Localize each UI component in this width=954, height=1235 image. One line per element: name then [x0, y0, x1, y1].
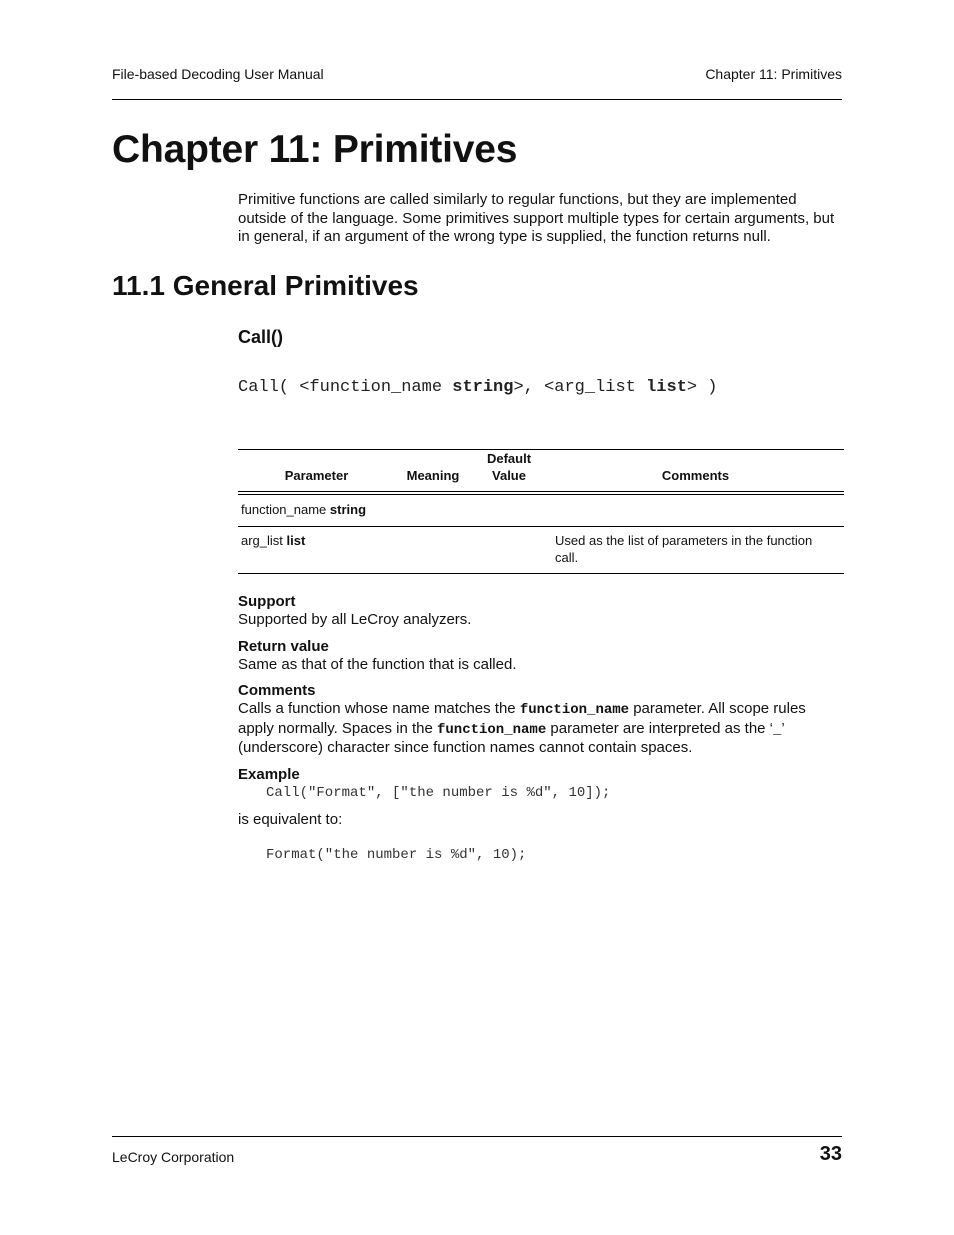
function-signature	[238, 378, 718, 397]
param-name: arg_list	[241, 533, 283, 548]
support-label: Support	[238, 593, 296, 610]
default-cell	[471, 527, 547, 574]
default-cell	[471, 493, 547, 527]
example-code-2: Format("the number is %d", 10);	[266, 847, 527, 863]
header-default-value	[471, 450, 547, 494]
page-header	[112, 66, 842, 100]
signature-part-1: Call( <function_name	[238, 378, 453, 397]
example-block	[238, 765, 844, 865]
example-equivalent-text: is equivalent to:	[238, 810, 343, 828]
inline-code-function-name: function_name	[519, 702, 630, 718]
example-code-1: Call("Format", ["the number is %d", 10]);	[266, 784, 611, 801]
header-manual-title: File-based Decoding User Manual	[112, 66, 324, 82]
function-details	[238, 592, 844, 871]
page-number: 33	[819, 1143, 842, 1165]
chapter-title: Chapter 11: Primitives	[112, 128, 518, 171]
header-meaning: Meaning	[395, 450, 471, 494]
meaning-cell	[395, 493, 471, 527]
comments-label: Comments	[238, 682, 316, 699]
comments-text-2: parameter. All scope rules apply normally. Spaces in the	[238, 700, 806, 737]
header-comments: Comments	[547, 450, 844, 494]
page-footer	[112, 1136, 842, 1177]
signature-part-2: >, <arg_list	[513, 378, 647, 397]
comments-text-4: ’ (underscore) character since function names cannot contain spaces.	[238, 719, 785, 756]
comments-block	[238, 681, 844, 758]
support-block	[238, 592, 844, 630]
example-label: Example	[238, 765, 300, 783]
comments-cell: Used as the list of parameters in the function call.	[547, 527, 844, 574]
inline-code-function-name: function_name	[437, 721, 547, 738]
meaning-cell	[395, 527, 471, 574]
parameter-table	[238, 449, 844, 574]
signature-type-1: string	[452, 378, 514, 397]
comments-text-3: parameter are interpreted as the ‘	[546, 719, 774, 737]
comments-text-1: Calls a function whose name matches the	[238, 700, 520, 717]
signature-part-3: > )	[686, 378, 718, 397]
param-cell	[238, 527, 395, 574]
comments-cell	[547, 493, 844, 527]
inline-code-underscore: _	[773, 721, 782, 738]
param-type: string	[329, 502, 367, 517]
param-name: function_name	[241, 502, 327, 517]
support-text: Supported by all LeCroy analyzers.	[238, 611, 472, 628]
table-row	[238, 527, 844, 574]
param-cell	[238, 493, 395, 527]
header-default-line2: Value	[492, 468, 526, 483]
header-parameter: Parameter	[238, 450, 395, 494]
function-title: Call()	[238, 327, 283, 347]
table-header-row	[238, 450, 844, 494]
return-value-label: Return value	[238, 637, 329, 655]
section-title: 11.1 General Primitives	[112, 270, 419, 301]
return-value-block	[238, 637, 844, 675]
comments-text	[238, 700, 844, 758]
header-default-line1: Default	[486, 451, 532, 466]
return-value-text: Same as that of the function that is called.	[238, 655, 517, 673]
signature-type-2: list	[646, 378, 687, 397]
intro-paragraph: Primitive functions are called similarly to regular functions, but they are implemented outside of the language. Some primitives support multiple types for certain arguments, but in general, if an argument of the wrong type is supplied, the function returns null.	[238, 191, 835, 245]
footer-company: LeCroy Corporation	[112, 1149, 235, 1165]
table-row	[238, 493, 844, 527]
param-type: list	[286, 533, 306, 548]
header-chapter-title: Chapter 11: Primitives	[705, 66, 842, 82]
